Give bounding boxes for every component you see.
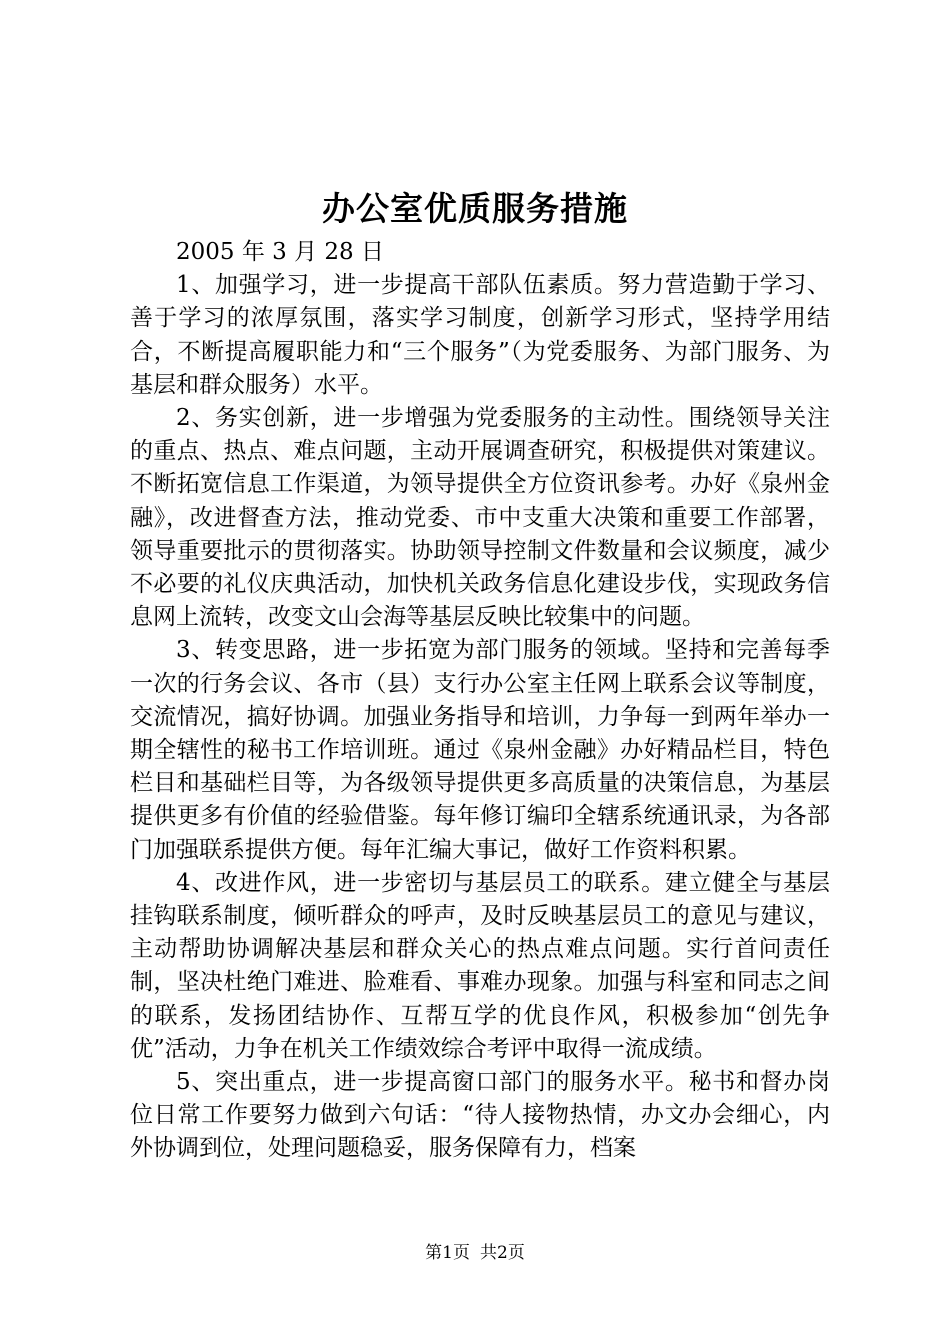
document-title: 办公室优质服务措施 — [322, 189, 628, 228]
document-body — [130, 236, 830, 1166]
page-footer — [0, 1241, 950, 1265]
paragraph-3: 3、转变思路，进一步拓宽为部门服务的领域。坚持和完善每季一次的行务会议、各市（县）支行办公室主任网上联系会议等制度，交流情况，搞好协调。加强业务指导和培训，力争每一到两年举办一期全辖性的秘书工作培训班。通过《泉州金融》办好精品栏目，特色栏目和基础栏目等，为各级领导提供更多高质量的决策信息，为基层提供更多有价值的经验借鉴。每年修订编印全辖系统通讯录，为各部门加强联系提供方便。每年汇编大事记，做好工作资料积累。 — [130, 637, 830, 863]
page-number: 第1页 — [425, 1243, 470, 1263]
document-date: 2005 年 3 月 28 日 — [176, 239, 384, 265]
paragraph-1: 1、加强学习，进一步提高干部队伍素质。努力营造勤于学习、善于学习的浓厚氛围，落实学习制度，创新学习形式，坚持学用结合，不断提高履职能力和“三个服务”（为党委服务、为部门服务、为基层和群众服务）水平。 — [130, 272, 830, 398]
page-total: 共2页 — [480, 1243, 525, 1263]
paragraph-5: 5、突出重点，进一步提高窗口部门的服务水平。秘书和督办岗位日常工作要努力做到六句话：“待人接物热情，办文办会细心，内外协调到位，处理问题稳妥，服务保障有力，档案 — [130, 1069, 830, 1162]
paragraph-4: 4、改进作风，进一步密切与基层员工的联系。建立健全与基层挂钩联系制度，倾听群众的呼声，及时反映基层员工的意见与建议，主动帮助协调解决基层和群众关心的热点难点问题。实行首问责任制，坚决杜绝门难进、脸难看、事难办现象。加强与科室和同志之间的联系，发扬团结协作、互帮互学的优良作风，积极参加“创先争优”活动，力争在机关工作绩效综合考评中取得一流成绩。 — [130, 869, 830, 1062]
paragraph-2: 2、务实创新，进一步增强为党委服务的主动性。围绕领导关注的重点、热点、难点问题，主动开展调查研究，积极提供对策建议。不断拓宽信息工作渠道，为领导提供全方位资讯参考。办好《泉州金融》，改进督查方法，推动党委、市中支重大决策和重要工作部署，领导重要批示的贯彻落实。协助领导控制文件数量和会议频度，减少不必要的礼仪庆典活动，加快机关政务信息化建设步伐，实现政务信息网上流转，改变文山会海等基层反映比较集中的问题。 — [130, 405, 830, 631]
